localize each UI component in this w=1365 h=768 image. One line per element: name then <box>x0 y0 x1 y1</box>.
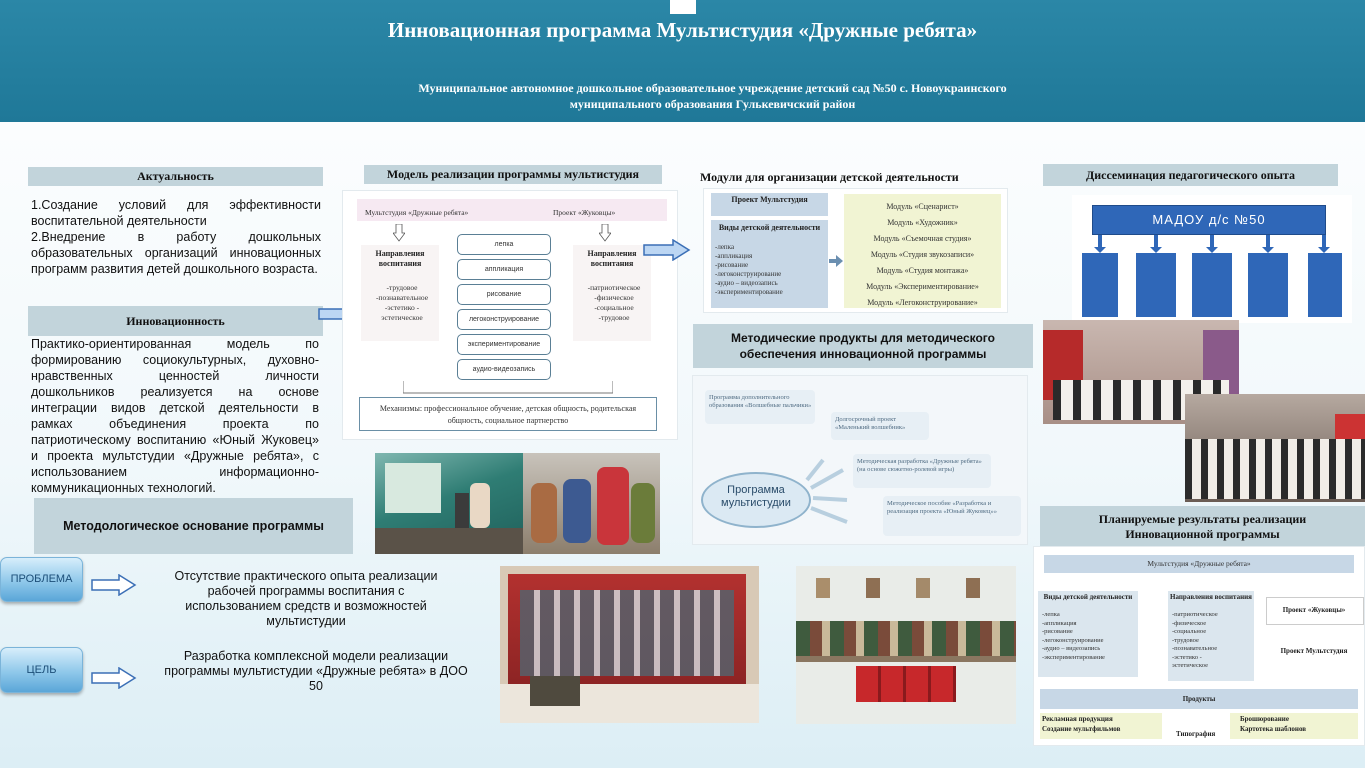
modules-project: Проект Мультстудия <box>731 195 808 204</box>
dissemination-diagram <box>1072 195 1352 323</box>
methodical-item: Долгосрочный проект «Маленький волшебник» <box>835 416 906 431</box>
module-item: Модуль «Экспериментирование» <box>866 282 979 291</box>
module-item: Модуль «Художник» <box>887 218 958 227</box>
methodical-center: Программа мультистудии <box>721 484 791 509</box>
results-product-item: Картотека шаблонов <box>1240 725 1307 733</box>
innovation-text: Практико-ориентированная модель по формированию социокультурных, духовно-нравственных ценностей личности дошкольников реализуется на основе интеграции видов детской деятельности в рамках объединения проекта по патриотическому воспитанию «Юный Жуковец» и проекта мультстудии «Дружные ребята», с использованием информационно-коммуникационных технологий. <box>31 337 319 495</box>
module-item: Модуль «Студия монтажа» <box>876 266 969 275</box>
goal-button[interactable]: ЦЕЛЬ <box>0 647 83 693</box>
results-dir-items: -патриотическое -физическое -социальное -трудовое -познавательное -эстетико - эстетическое <box>1172 611 1218 669</box>
studio-photo <box>375 453 523 554</box>
connector-lines <box>403 381 613 395</box>
model-mechanisms: Механизмы: профессиональное обучение, детская общность, родительская общность, социальное партнерство <box>379 404 637 425</box>
module-item: Модуль «Легоконструирование» <box>867 298 978 307</box>
model-right-dir-title: Направления воспитания <box>587 249 637 268</box>
modules-list <box>846 199 999 311</box>
results-product-item: Создание мультфильмов <box>1042 725 1121 733</box>
results-diagram <box>1033 546 1365 746</box>
model-right-dir-items: -патриотическое -физическое -социальное -трудовое <box>587 283 641 322</box>
problem-button[interactable]: ПРОБЛЕМА <box>0 557 83 602</box>
event-photo-2 <box>1185 394 1365 502</box>
methodical-item: Методическая разработка «Дружные ребята» (на основе сюжетно-ролевой игры) <box>857 458 982 473</box>
down-arrow-icon <box>599 224 611 242</box>
model-arrow-icon <box>643 239 691 261</box>
toys-photo <box>796 566 1016 724</box>
results-kinds-items: -лепка -аппликация -рисование -легоконструирование -аудио – видеозапись -экспериментирование <box>1042 611 1105 661</box>
modules-diagram <box>703 188 1008 313</box>
results-dir-title: Направления воспитания <box>1170 593 1252 601</box>
module-item: Модуль «Сценарист» <box>886 202 959 211</box>
methodical-heading: Методические продукты для методического обеспечения инновационной программы <box>693 324 1033 368</box>
model-top-left: Мультстудия «Дружные ребята» <box>365 208 469 217</box>
modules-kinds-items: -лепка -аппликация -рисование -легоконструирование -аудио – видеозапись -экспериментирование <box>715 243 783 296</box>
results-product-item: Рекламная продукция <box>1042 715 1113 723</box>
relevance-text: 1.Создание условий для эффективности воспитательной деятельности 2.Внедрение в работу дошкольных образовательных организаций инновационных программ развития детей дошкольного возраста. <box>31 198 321 276</box>
model-diagram <box>342 190 678 440</box>
modules-heading: Модули для организации детской деятельности <box>700 170 959 184</box>
results-product-item: Брошюрование <box>1240 715 1289 723</box>
module-item: Модуль «Съемочная студия» <box>873 234 972 243</box>
subtitle-line-1: Муниципальное автономное дошкольное образовательное учреждение детский сад №50 с. Новоукраинского <box>418 81 1007 95</box>
results-products: Продукты <box>1182 695 1216 703</box>
methodology-heading: Методологическое основание программы <box>34 498 353 554</box>
methodical-connectors <box>803 440 853 530</box>
results-project: Проект «Жуковцы» <box>1282 606 1346 614</box>
goal-text: Разработка комплексной модели реализации программы мультистудии «Дружные ребята» в ДОО 50 <box>164 649 468 693</box>
module-item: Модуль «Студия звукозаписи» <box>870 250 975 259</box>
dissemination-arrows <box>1072 235 1352 253</box>
results-project-2: Проект Мультстудия <box>1280 647 1348 655</box>
right-arrow-icon <box>829 255 843 267</box>
methodical-item: Программа дополнительного образования «Волшебные пальчики» <box>709 394 812 409</box>
model-item: аудио-видеозапись <box>457 359 551 380</box>
results-title-line-1: Планируемые результаты реализации <box>1098 512 1307 526</box>
results-top: Мультстудия «Дружные ребята» <box>1147 559 1251 568</box>
page-title: Инновационная программа Мультистудия «Дружные ребята» <box>387 18 978 42</box>
dissemination-heading: Диссеминация педагогического опыта <box>1043 164 1338 186</box>
model-top-right: Проект «Жуковцы» <box>553 208 616 217</box>
memorial-photo <box>500 566 759 723</box>
page-subtitle <box>330 80 1095 112</box>
model-item: легоконструирование <box>457 309 551 330</box>
down-arrow-icon <box>393 224 405 242</box>
problem-text: Отсутствие практического опыта реализации рабочей программы воспитания с использованием средств и возможностей мультистудии <box>174 569 438 628</box>
model-heading: Модель реализации программы мультистудия <box>364 165 662 184</box>
problem-arrow-icon <box>91 574 137 596</box>
dissemination-org: МАДОУ д/с №50 <box>1092 205 1326 235</box>
subtitle-line-2: муниципального образования Гулькевичский район <box>569 97 856 111</box>
innovation-heading: Инновационность <box>28 306 323 336</box>
header-tab <box>670 0 696 14</box>
model-item: лепка <box>457 234 551 255</box>
methodical-item: Методическое пособие «Разработка и реализация проекта «Юный Жуковец»» <box>887 500 997 515</box>
methodical-diagram <box>692 375 1028 545</box>
model-left-dir-items: -трудовое -познавательное -эстетико - эстетическое <box>375 283 429 322</box>
relevance-heading: Актуальность <box>28 167 323 186</box>
results-title-line-2: Инновационной программы <box>1125 527 1280 541</box>
model-item: рисование <box>457 284 551 305</box>
model-left-dir-title: Направления воспитания <box>375 249 425 268</box>
goal-arrow-icon <box>91 667 137 689</box>
modules-kinds-title: Виды детской деятельности <box>718 223 821 232</box>
model-item: экспериментирование <box>457 334 551 355</box>
results-product-item: Типография <box>1176 730 1216 738</box>
results-kinds-title: Виды детской деятельности <box>1043 593 1133 601</box>
model-item: аппликация <box>457 259 551 280</box>
children-photo <box>523 453 660 554</box>
results-heading <box>1040 506 1365 546</box>
